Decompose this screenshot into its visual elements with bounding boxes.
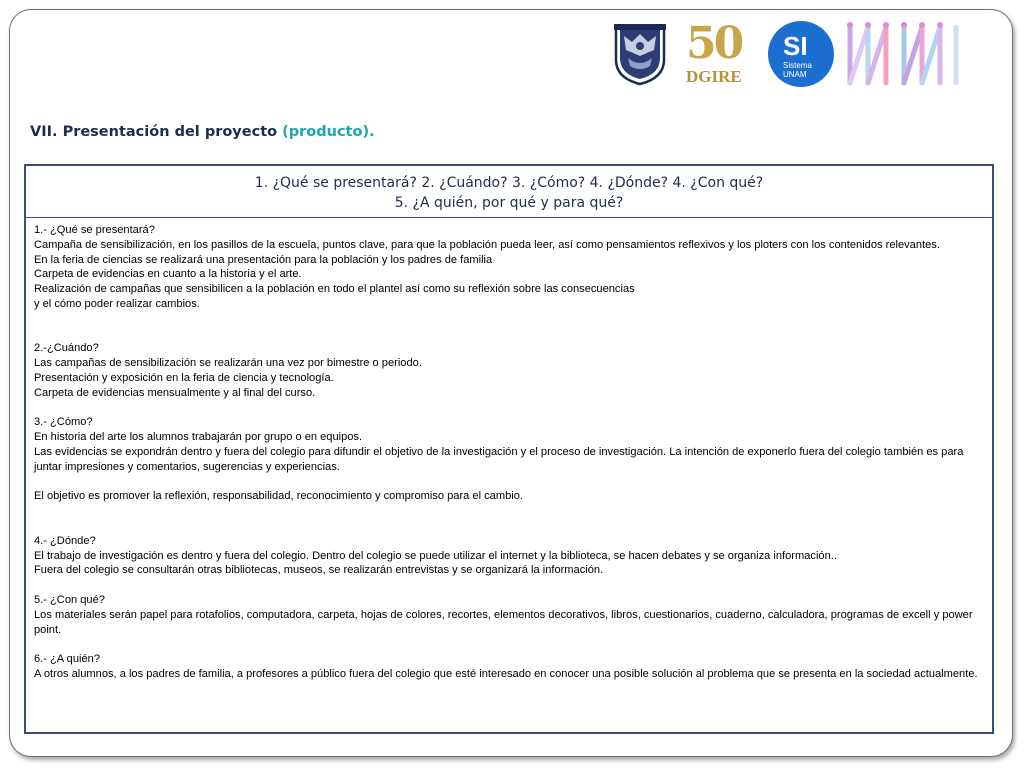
header-line-1: 1. ¿Qué se presentará? 2. ¿Cuándo? 3. ¿Cómo? 4. ¿Dónde? 4. ¿Con qué? [254,175,764,191]
q3-title: 3.- ¿Cómo? [34,416,93,429]
dgire-text: DGIRE [686,67,742,86]
q1-line1: Campaña de sensibilización, en los pasillos de la escuela, puntos clave, para que la población pueda leer, así como pensamientos reflexivos y los ploters con los contenidos relevantes. [34,238,940,251]
spacer [34,578,984,593]
si-subtext [783,61,812,79]
section-title-main: VII. Presentación del proyecto [30,124,283,140]
q2-line1: Las campañas de sensibilización se realizarán una vez por bimestre o periodo. [34,357,422,370]
q1-line5: y el cómo poder realizar cambios. [34,297,200,310]
q2-line3: Carpeta de evidencias mensualmente y al final del curso. [34,386,316,399]
section-title [30,124,375,140]
q4-line1: El trabajo de investigación es dentro y fuera del colegio. Dentro del colegio se puede utilizar el internet y la biblioteca, se hacen debates y se organiza información.. [34,549,837,562]
q5-title: 5.- ¿Con qué? [34,593,105,606]
unam-shield-logo [610,22,670,86]
q2-title: 2.-¿Cuándo? [34,342,99,355]
spacer [34,401,984,416]
q6-title: 6.- ¿A quién? [34,653,100,666]
header-logos [610,18,962,90]
q4-line2: Fuera del colegio se consultarán otras bibliotecas, museos, se realizarán entrevistas y se organizará la información. [34,564,604,577]
answers-body [26,218,992,682]
q3-line3: El objetivo es promover la reflexión, responsabilidad, reconocimiento y compromiso para el cambio. [34,490,523,503]
q4-title: 4.- ¿Dónde? [34,534,96,547]
si-sub-line2: UNAM [783,70,807,79]
spacer [34,504,984,534]
spacer [34,475,984,490]
q1-line3: Carpeta de evidencias en cuanto a la historia y el arte. [34,268,302,281]
q3-line2: Las evidencias se expondrán dentro y fuera del colegio para difundir el objetivo de la investigación y el proceso de investigación. La intención de exponerlo fuera del colegio también es para juntar impresiones y comentarios, sugerencias y experiencias. [34,445,964,473]
q1-line2: En la feria de ciencias se realizará una presentación para la población y los padres de familia [34,253,493,266]
dgire-fifty-text: 50 [686,18,742,69]
q3-line1: En historia del arte los alumnos trabajarán por grupo o en equipos. [34,431,363,444]
q2-line2: Presentación y exposición en la feria de ciencia y tecnología. [34,371,334,384]
header-line-2: 5. ¿A quién, por qué y para qué? [394,195,624,211]
spacer [34,637,984,652]
questions-table [24,164,994,734]
decorative-stripes-logo [844,19,962,89]
si-text: SI [783,31,808,61]
q1-line4: Realización de campañas que sensibilicen a la población en todo el plantel así como su reflexión sobre las consecuencias [34,283,635,296]
questions-header [26,166,992,218]
dgire-50-logo [680,19,758,89]
q5-line1: Los materiales serán papel para rotafolios, computadora, carpeta, hojas de colores, recortes, elementos decorativos, libros, cuestionarios, cuaderno, calculadora, programas de excell y power point. [34,608,973,636]
section-title-accent: (producto). [282,124,375,140]
si-sub-line1: Sistema [783,61,812,70]
q6-line1: A otros alumnos, a los padres de familia, a profesores a público fuera del colegio que esté interesado en conocer una posible solución al problema que se presenta en la sociedad actualmente. [34,667,978,680]
si-unam-logo [768,21,834,87]
spacer [34,312,984,342]
q1-title: 1.- ¿Qué se presentará? [34,224,155,236]
